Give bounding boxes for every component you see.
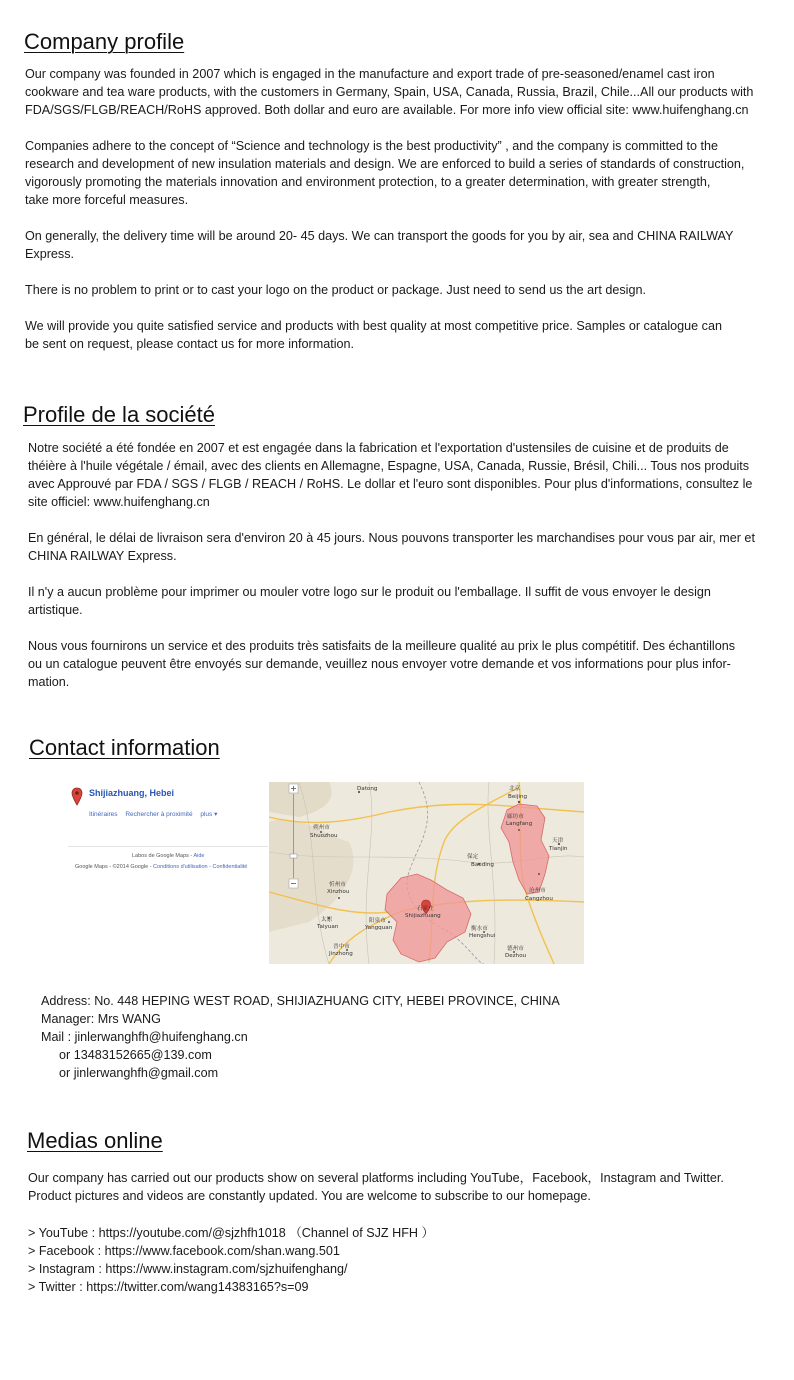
profile-fr-body bbox=[28, 439, 788, 691]
company-profile-paragraph bbox=[25, 65, 785, 119]
youtube-link[interactable]: > YouTube : https://youtube.com/@sjzhfh1018 （Channel of SJZ HFH ） bbox=[28, 1226, 435, 1240]
location-map[interactable] bbox=[68, 782, 584, 964]
map-city-label: 廊坊市 bbox=[507, 814, 524, 820]
text-line: Companies adhere to the concept of “Science and technology is the best productivity” , and the company is committed to the bbox=[25, 139, 719, 153]
text-line: artistique. bbox=[28, 603, 83, 617]
map-help-link[interactable]: Aide bbox=[193, 853, 205, 859]
map-more-link[interactable]: plus ▾ bbox=[200, 811, 218, 818]
text-line: We will provide you quite satisfied service and products with best quality at most competitive price. Samples or catalogue can bbox=[25, 319, 722, 333]
text-line: ou un catalogue peuvent être envoyés sur demande, veuillez nous envoyer votre demande et vos informations pour plus infor- bbox=[28, 657, 731, 671]
map-city-label: 沧州市 bbox=[529, 888, 546, 894]
instagram-link[interactable]: > Instagram : https://www.instagram.com/sjzhuifenghang/ bbox=[28, 1262, 348, 1276]
map-city-label: 阳泉市 bbox=[369, 918, 386, 924]
map-city-label: Hengshui bbox=[469, 933, 496, 939]
contact-address: Address: No. 448 HEPING WEST ROAD, SHIJIAZHUANG CITY, HEBEI PROVINCE, CHINA bbox=[41, 994, 560, 1008]
text-line: Notre société a été fondée en 2007 et est engagée dans la fabrication et l'exportation d'ustensiles de cuisine et de produits de bbox=[28, 441, 729, 455]
map-city-label: Yangquan bbox=[365, 925, 393, 931]
map-place-name[interactable]: Shijiazhuang, Hebei bbox=[89, 788, 175, 798]
company-profile-paragraph bbox=[25, 281, 785, 299]
map-labs-label: Labos de Google Maps bbox=[132, 853, 189, 859]
map-city-label: Datong bbox=[357, 786, 378, 792]
text-line: FDA/SGS/FLGB/REACH/RoHS approved. Both dollar and euro are available. For more info view official site: www.huifenghang.cn bbox=[25, 103, 749, 117]
map-city-label: Cangzhou bbox=[525, 896, 553, 902]
company-profile-body bbox=[25, 65, 785, 353]
text-line: Our company was founded in 2007 which is engaged in the manufacture and export trade of pre-seasoned/enamel cast iron bbox=[25, 67, 715, 81]
medias-heading: Medias online bbox=[27, 1128, 163, 1153]
text-line: Product pictures and videos are constantly updated. You are welcome to subscribe to our homepage. bbox=[28, 1189, 591, 1203]
map-city-label: 忻州市 bbox=[329, 882, 346, 888]
map-city-label: Taiyuan bbox=[317, 924, 339, 930]
contact-manager: Manager: Mrs WANG bbox=[41, 1012, 161, 1026]
map-city-label: Baoding bbox=[471, 862, 494, 868]
map-city-label: 石家庄 bbox=[417, 906, 434, 912]
map-city-label: Beijing bbox=[508, 794, 528, 800]
medias-intro bbox=[28, 1169, 788, 1205]
twitter-link[interactable]: > Twitter : https://twitter.com/wang14383165?s=09 bbox=[28, 1280, 309, 1294]
map-city-label: Dezhou bbox=[505, 953, 527, 959]
map-image[interactable] bbox=[269, 782, 584, 964]
contact-mail-alt: or jinlerwanghfh@gmail.com bbox=[59, 1066, 219, 1080]
map-city-label: Langfang bbox=[506, 821, 533, 827]
text-line: research and development of new insulation materials and design. We are enforced to build a series of standards of construction, bbox=[25, 157, 745, 171]
map-city-label: 北京 bbox=[509, 786, 521, 792]
map-city-label: 德州市 bbox=[507, 946, 524, 952]
map-copyright bbox=[75, 864, 247, 870]
text-line: CHINA RAILWAY Express. bbox=[28, 549, 177, 563]
profile-fr-heading: Profile de la société bbox=[23, 402, 215, 427]
profile-fr-paragraph bbox=[28, 583, 788, 619]
company-profile-paragraph bbox=[25, 227, 785, 263]
text-line: There is no problem to print or to cast your logo on the product or package. Just need to send us the art design. bbox=[25, 283, 646, 297]
map-terms-link[interactable]: Conditions d'utilisation - Confidentialité bbox=[153, 864, 248, 870]
map-graphic bbox=[269, 782, 584, 964]
text-line: take more forceful measures. bbox=[25, 193, 189, 207]
text-line: En général, le délai de livraison sera d'environ 20 à 45 jours. Nous pouvons transporter les marchandises pour vous par air, mer et bbox=[28, 531, 755, 545]
profile-fr-paragraph bbox=[28, 529, 788, 565]
map-city-label: 保定 bbox=[467, 854, 479, 860]
contact-mail-alt: or 13483152665@139.com bbox=[59, 1048, 212, 1062]
map-city-label: 太原 bbox=[321, 917, 333, 923]
text-line: be sent on request, please contact us for more information. bbox=[25, 337, 355, 351]
text-line: mation. bbox=[28, 675, 70, 689]
map-city-label: 衡水市 bbox=[471, 926, 488, 932]
contact-mail: Mail : jinlerwanghfh@huifenghang.cn bbox=[41, 1030, 248, 1044]
map-city-label: Xinzhou bbox=[327, 889, 350, 895]
map-copyright-text: Google Maps - ©2014 Google - bbox=[75, 864, 152, 870]
social-links-list bbox=[28, 1224, 788, 1296]
text-line: cookware and tea ware products, with the customers in Germany, Spain, USA, Canada, Russia, Brazil, Chile...All our products with bbox=[25, 85, 754, 99]
map-city-label: Shijiazhuang bbox=[405, 913, 441, 919]
facebook-link[interactable]: > Facebook : https://www.facebook.com/shan.wang.501 bbox=[28, 1244, 340, 1258]
text-line: vigorously promoting the materials innovation and environment protection, to a greater determination, with greater strength, bbox=[25, 175, 711, 189]
text-line: théière à l'huile végétale / émail, avec des clients en Allemagne, Espagne, USA, Canada, Russie, Brésil, Chili... Tous nos produits bbox=[28, 459, 750, 473]
contact-heading: Contact information bbox=[29, 735, 220, 760]
map-action-links bbox=[89, 810, 223, 818]
divider bbox=[68, 846, 268, 847]
map-city-label: Tianjin bbox=[549, 846, 568, 852]
profile-fr-paragraph bbox=[28, 439, 788, 511]
medias-body bbox=[28, 1169, 788, 1296]
map-city-label: 晋中市 bbox=[333, 944, 350, 950]
text-line: avec Approuvé par FDA / SGS / FLGB / REACH / RoHS. Le dollar et l'euro sont disponibles. Pour plus d'informations, consultez le bbox=[28, 477, 753, 491]
map-search-nearby-link[interactable]: Rechercher à proximité bbox=[125, 811, 193, 818]
map-pin-icon bbox=[71, 787, 83, 807]
map-city-label: Shuozhou bbox=[310, 833, 338, 839]
text-line: Express. bbox=[25, 247, 74, 261]
text-line: Our company has carried out our products show on several platforms including YouTube，Facebook，Instagram and Twitter. bbox=[28, 1171, 724, 1185]
map-info-panel bbox=[68, 782, 268, 964]
text-line: Il n'y a aucun problème pour imprimer ou mouler votre logo sur le produit ou l'emballage. Il suffit de vous envoyer le design bbox=[28, 585, 711, 599]
map-labs-text: Labos de Google Maps - Aide bbox=[132, 853, 205, 859]
contact-details bbox=[41, 992, 560, 1082]
profile-fr-paragraph bbox=[28, 637, 788, 691]
text-line: On generally, the delivery time will be around 20- 45 days. We can transport the goods for you by air, sea and CHINA RAILWAY bbox=[25, 229, 734, 243]
map-city-label: Jinzhong bbox=[329, 951, 353, 957]
text-line: Nous vous fournirons un service et des produits très satisfaits de la meilleure qualité au prix le plus compétitif. Des échantillons bbox=[28, 639, 735, 653]
text-line: site officiel: www.huifenghang.cn bbox=[28, 495, 210, 509]
map-city-label: 天津 bbox=[552, 838, 564, 844]
map-directions-link[interactable]: Itinéraires bbox=[89, 811, 118, 818]
company-profile-heading: Company profile bbox=[24, 29, 185, 54]
map-city-label: 朔州市 bbox=[313, 825, 330, 831]
company-profile-paragraph bbox=[25, 317, 785, 353]
company-profile-paragraph bbox=[25, 137, 785, 209]
